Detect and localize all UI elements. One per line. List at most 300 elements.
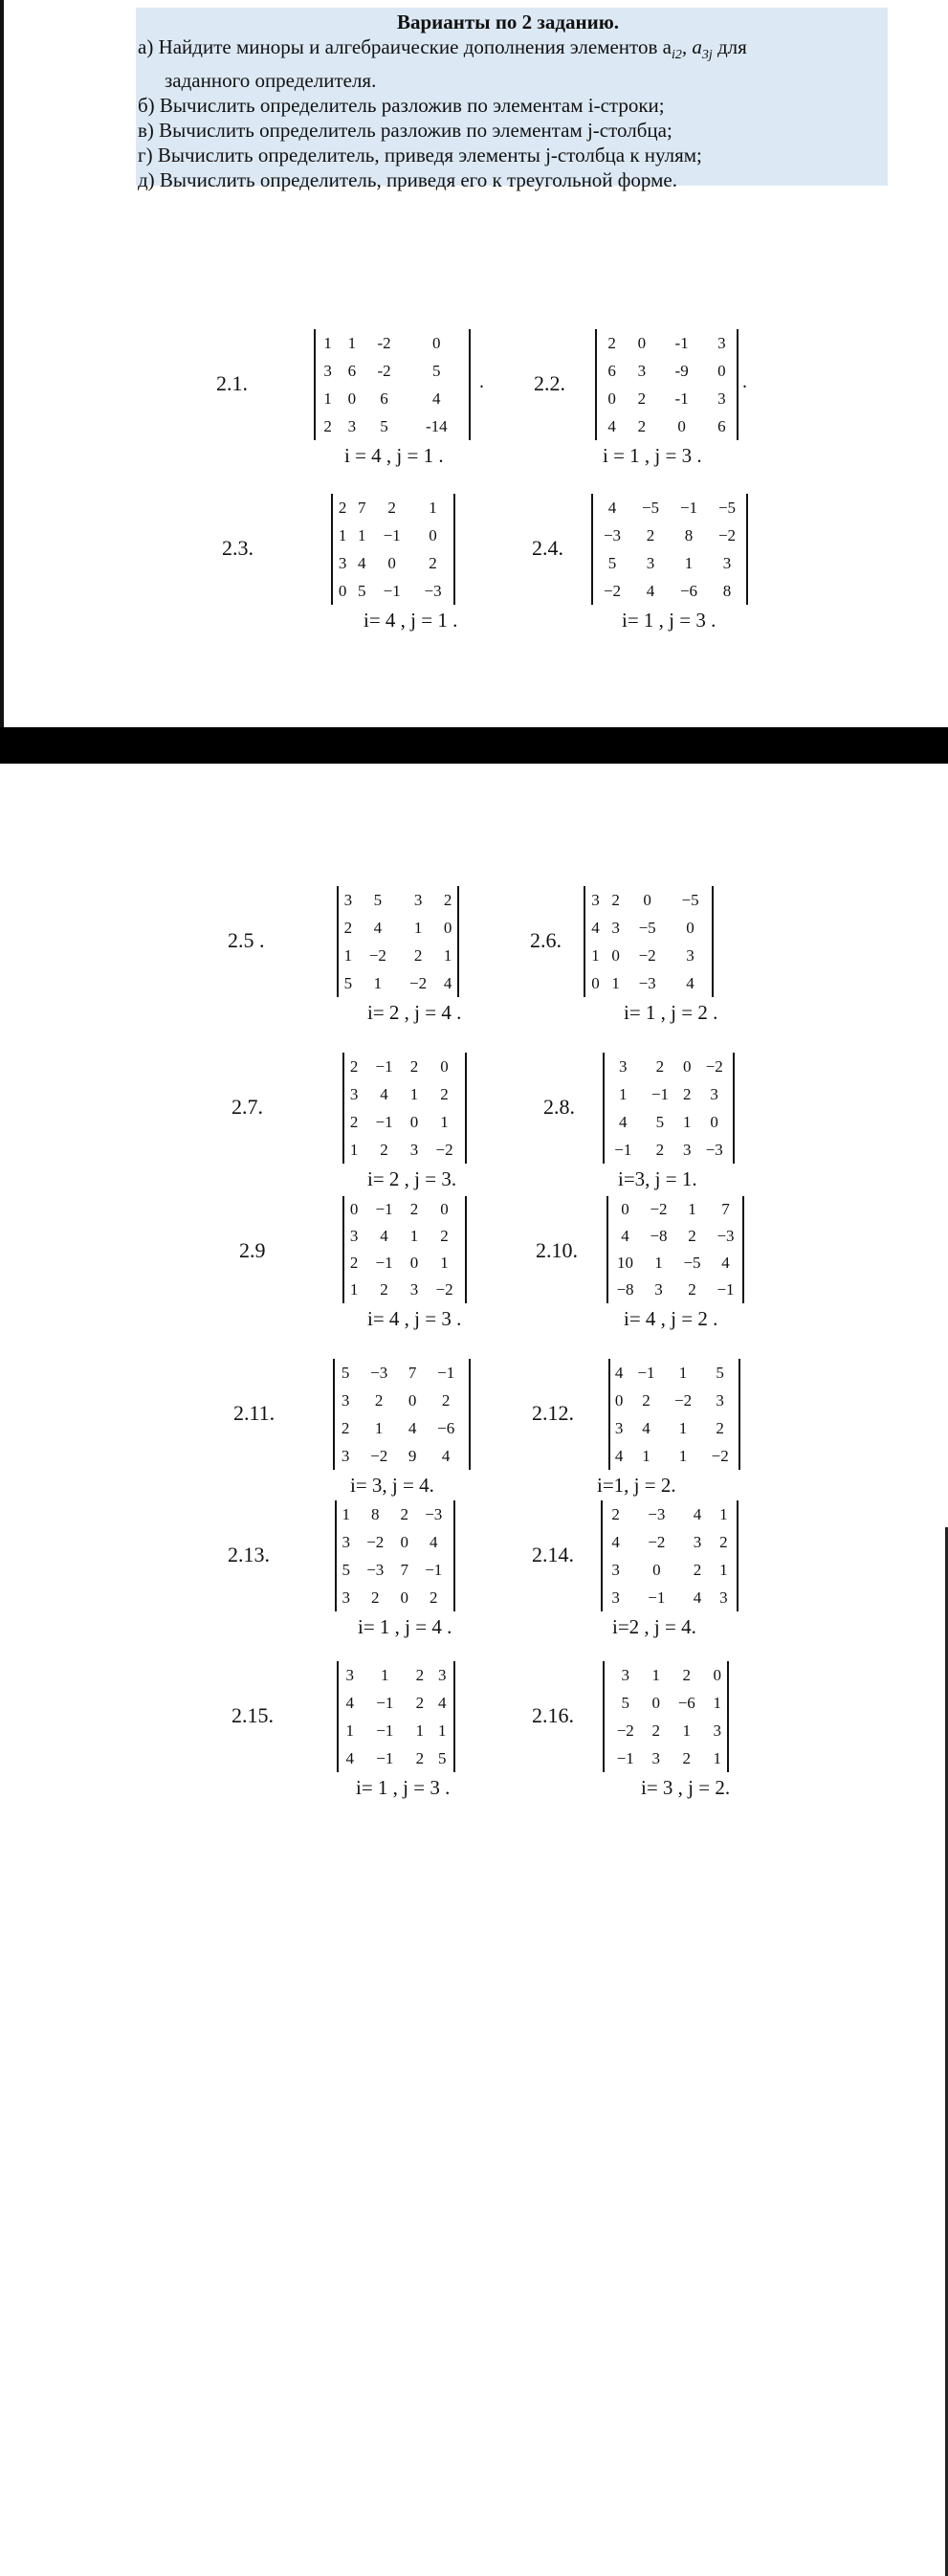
- matrix-cell: 1: [719, 1560, 728, 1579]
- matrix-cell: 4: [642, 1418, 650, 1437]
- determinant-matrix: [606, 1196, 744, 1303]
- matrix-cell: −5: [638, 918, 656, 937]
- index-condition: i= 1 , j = 2 .: [624, 1001, 718, 1024]
- matrix-cell: 2: [655, 1056, 665, 1076]
- matrix-cell: 0: [440, 1056, 449, 1076]
- index-condition: i= 2 , j = 3.: [367, 1167, 457, 1190]
- matrix-cell: 1: [642, 1446, 650, 1465]
- matrix-cell: 2: [682, 1665, 691, 1684]
- index-condition: i=2 , j = 4.: [612, 1615, 696, 1638]
- matrix-cell: −1: [375, 1112, 393, 1131]
- matrix-cell: 2: [349, 1056, 359, 1076]
- matrix-cell: 3: [409, 1280, 419, 1299]
- matrix-cell: −1: [648, 1588, 666, 1607]
- matrix-cell: 4: [607, 416, 616, 435]
- matrix-cell: 3: [619, 1056, 628, 1076]
- matrix-cell: 3: [621, 1665, 630, 1684]
- matrix-cell: 2: [443, 890, 452, 909]
- matrix-cell: 0: [621, 1200, 629, 1218]
- matrix-cell: 0: [432, 333, 441, 352]
- variant-label: 2.13.: [228, 1543, 270, 1566]
- matrix-cell: 2: [611, 890, 620, 909]
- matrix-cell: 1: [443, 945, 452, 965]
- matrix-cell: 3: [614, 1418, 624, 1437]
- matrix-cell: 5: [432, 361, 441, 380]
- matrix-cell: 4: [345, 1693, 354, 1712]
- matrix-cell: 0: [409, 1254, 419, 1272]
- page-two: [0, 764, 948, 1812]
- matrix-cell: 3: [637, 361, 647, 380]
- matrix-cell: −6: [437, 1418, 455, 1437]
- matrix-cell: −2: [370, 1446, 388, 1465]
- variant-label: 2.4.: [532, 536, 563, 560]
- matrix-cell: 4: [611, 1532, 620, 1551]
- matrix-cell: −1: [376, 1748, 394, 1767]
- matrix-cell: 1: [409, 1227, 419, 1245]
- matrix-cell: −2: [616, 1721, 634, 1740]
- matrix-cell: 2: [380, 1280, 388, 1299]
- matrix-cell: 5: [373, 890, 383, 909]
- matrix-cell: 3: [349, 1084, 359, 1103]
- matrix-cell: −5: [641, 498, 660, 517]
- matrix-cell: −5: [681, 890, 699, 909]
- variant-label: 2.7.: [231, 1095, 263, 1119]
- index-condition: i=1, j = 2.: [597, 1474, 676, 1497]
- matrix-cell: 0: [710, 1112, 718, 1131]
- matrix-cell: 0: [443, 918, 452, 937]
- matrix-cell: 1: [343, 945, 353, 965]
- matrix-cell: −6: [679, 581, 698, 600]
- matrix-cell: 3: [654, 1280, 663, 1299]
- matrix-cell: 2: [651, 1721, 660, 1740]
- matrix-cell: −1: [437, 1363, 455, 1382]
- matrix-cell: 0: [717, 361, 726, 380]
- matrix-cell: 1: [413, 918, 423, 937]
- matrix-cell: 0: [408, 1390, 417, 1410]
- matrix-cell: 10: [617, 1254, 633, 1272]
- matrix-cell: 2: [370, 1588, 380, 1607]
- matrix-cell: 5: [438, 1748, 447, 1767]
- matrix-cell: −1: [614, 1140, 632, 1159]
- matrix-cell: 4: [607, 498, 617, 517]
- matrix-cell: 4: [686, 973, 694, 992]
- index-condition: i= 1 , j = 3 .: [622, 609, 717, 632]
- matrix-cell: 4: [380, 1084, 388, 1103]
- variant-label: 2.3.: [222, 536, 254, 560]
- index-condition: i= 1 , j = 3 .: [356, 1776, 451, 1799]
- matrix-cell: 1: [323, 333, 332, 352]
- matrix-cell: 4: [429, 1532, 438, 1551]
- matrix-cell: −2: [674, 1390, 693, 1410]
- matrix-cell: -14: [425, 416, 448, 435]
- matrix-cell: 1: [440, 1254, 449, 1272]
- matrix-cell: −1: [375, 1056, 393, 1076]
- matrix-cell: −1: [383, 525, 401, 544]
- matrix-cell: 2: [440, 1227, 449, 1245]
- matrix-cell: 0: [611, 945, 620, 965]
- matrix-cell: 1: [678, 1446, 688, 1465]
- matrix-cell: -2: [377, 333, 391, 352]
- matrix-cell: 4: [591, 918, 600, 937]
- matrix-cell: 2: [343, 918, 353, 937]
- matrix-cell: 9: [408, 1446, 417, 1465]
- matrix-cell: 1: [713, 1693, 721, 1712]
- matrix-cell: 1: [619, 1084, 628, 1103]
- matrix-cell: −8: [650, 1227, 668, 1245]
- matrix-cell: 1: [342, 1504, 350, 1523]
- matrix-cell: 3: [345, 1665, 354, 1684]
- matrix-cell: 2: [642, 1390, 650, 1410]
- index-condition: i= 2 , j = 4 .: [367, 1001, 462, 1024]
- matrix-cell: 4: [373, 918, 383, 937]
- matrix-cell: 2: [655, 1140, 665, 1159]
- matrix-cell: 0: [347, 389, 357, 408]
- matrix-cell: −1: [637, 1363, 655, 1382]
- task-line-d: г) Вычислить определитель, приведя элементы j-столбца к нулям;: [138, 144, 702, 167]
- matrix-cell: 3: [713, 1721, 721, 1740]
- matrix-cell: 4: [432, 389, 441, 408]
- matrix-cell: 8: [684, 525, 694, 544]
- variant-label: 2.12.: [532, 1401, 574, 1425]
- task-line-c: в) Вычислить определитель разложив по элементам j-столбца;: [138, 119, 672, 143]
- matrix-cell: −2: [638, 945, 656, 965]
- variant-label: 2.1.: [216, 371, 248, 395]
- determinant-matrix: [331, 494, 455, 605]
- matrix-cell: 2: [409, 1056, 419, 1076]
- matrix-cell: 1: [345, 1721, 354, 1740]
- matrix-cell: 0: [713, 1665, 721, 1684]
- matrix-cell: 0: [349, 1200, 359, 1218]
- matrix-cell: −3: [638, 973, 656, 992]
- matrix-cell: −2: [366, 1532, 385, 1551]
- matrix-cell: -9: [674, 361, 689, 380]
- matrix-cell: 2: [415, 1693, 425, 1712]
- matrix-cell: 7: [721, 1200, 730, 1218]
- matrix-cell: 3: [341, 1446, 350, 1465]
- matrix-cell: 5: [380, 416, 388, 435]
- matrix-cell: −2: [705, 1056, 723, 1076]
- punctuation-dot: .: [479, 371, 484, 392]
- determinant-matrix: [342, 1053, 467, 1164]
- matrix-cell: 3: [717, 333, 726, 352]
- matrix-cell: 1: [415, 1721, 425, 1740]
- matrix-cell: 1: [429, 498, 437, 517]
- matrix-cell: −1: [376, 1693, 394, 1712]
- matrix-cell: 5: [607, 553, 617, 572]
- matrix-cell: 2: [719, 1532, 728, 1551]
- matrix-cell: 1: [409, 1084, 419, 1103]
- matrix-cell: 2: [637, 389, 647, 408]
- matrix-cell: 4: [438, 1693, 447, 1712]
- matrix-cell: 0: [643, 890, 651, 909]
- matrix-cell: 1: [349, 1280, 359, 1299]
- page-edge: [0, 0, 4, 727]
- matrix-cell: 4: [621, 1227, 629, 1245]
- matrix-cell: −3: [366, 1560, 385, 1579]
- matrix-cell: 3: [646, 553, 655, 572]
- matrix-cell: 0: [591, 973, 600, 992]
- matrix-cell: 0: [614, 1390, 624, 1410]
- matrix-cell: 1: [719, 1504, 728, 1523]
- task-title: Варианты по 2 заданию.: [396, 11, 619, 33]
- matrix-cell: 0: [440, 1200, 449, 1218]
- matrix-cell: 2: [441, 1390, 451, 1410]
- index-condition: i= 1 , j = 4 .: [358, 1615, 452, 1638]
- matrix-cell: 0: [409, 1112, 419, 1131]
- index-condition: i= 3 , j = 2.: [641, 1776, 731, 1799]
- matrix-cell: 0: [400, 1588, 408, 1607]
- matrix-cell: 4: [619, 1112, 628, 1131]
- variant-label: 2.2.: [534, 371, 565, 395]
- matrix-cell: 1: [338, 525, 347, 544]
- matrix-cell: 3: [651, 1748, 660, 1767]
- task-line-b: б) Вычислить определитель разложив по элементам i-строки;: [138, 94, 665, 118]
- matrix-cell: 3: [716, 1390, 724, 1410]
- matrix-cell: 5: [621, 1693, 630, 1712]
- matrix-cell: 0: [607, 389, 616, 408]
- matrix-cell: −2: [648, 1532, 666, 1551]
- determinant-matrix: [335, 1500, 455, 1611]
- matrix-cell: −1: [425, 1560, 443, 1579]
- matrix-cell: 0: [686, 918, 694, 937]
- matrix-cell: 0: [400, 1532, 408, 1551]
- matrix-cell: 3: [686, 945, 694, 965]
- matrix-cell: 2: [387, 498, 396, 517]
- matrix-cell: 1: [713, 1748, 721, 1767]
- matrix-cell: 2: [338, 498, 347, 517]
- index-condition: i= 4 , j = 2 .: [624, 1307, 718, 1330]
- matrix-cell: 4: [614, 1363, 624, 1382]
- punctuation-dot: .: [742, 371, 747, 392]
- matrix-cell: 5: [342, 1560, 350, 1579]
- index-condition: i = 4 , j = 1 .: [344, 444, 444, 467]
- index-condition: i = 1 , j = 3 .: [603, 444, 702, 467]
- matrix-cell: 2: [323, 416, 332, 435]
- index-condition: i= 4 , j = 1 .: [364, 609, 458, 632]
- determinant-matrix: [342, 1196, 467, 1303]
- matrix-cell: 2: [683, 1084, 692, 1103]
- variant-label: 2.14.: [532, 1543, 574, 1566]
- matrix-cell: −2: [409, 973, 428, 992]
- matrix-cell: -2: [377, 361, 391, 380]
- matrix-cell: 0: [637, 333, 647, 352]
- matrix-cell: 4: [408, 1418, 417, 1437]
- matrix-cell: 2: [374, 1390, 384, 1410]
- matrix-cell: 5: [655, 1112, 665, 1131]
- matrix-cell: 0: [387, 553, 396, 572]
- matrix-cell: 3: [719, 1588, 728, 1607]
- matrix-cell: 1: [347, 333, 357, 352]
- matrix-cell: −1: [376, 1721, 394, 1740]
- matrix-cell: 3: [717, 389, 726, 408]
- matrix-cell: 6: [717, 416, 726, 435]
- matrix-cell: 1: [678, 1418, 688, 1437]
- matrix-cell: 1: [591, 945, 600, 965]
- matrix-cell: 4: [721, 1254, 730, 1272]
- matrix-cell: −1: [616, 1748, 634, 1767]
- variant-label: 2.11.: [233, 1401, 276, 1425]
- matrix-cell: 0: [338, 581, 347, 600]
- determinant-matrix: [314, 329, 471, 440]
- matrix-cell: 1: [684, 553, 694, 572]
- matrix-cell: −3: [424, 581, 442, 600]
- matrix-cell: 2: [716, 1418, 724, 1437]
- matrix-cell: 2: [693, 1560, 702, 1579]
- matrix-cell: 2: [682, 1748, 691, 1767]
- matrix-cell: 1: [688, 1200, 696, 1218]
- matrix-cell: −6: [677, 1693, 695, 1712]
- matrix-cell: 7: [400, 1560, 408, 1579]
- matrix-cell: −1: [375, 1254, 393, 1272]
- determinant-matrix: [337, 1661, 455, 1772]
- matrix-cell: −3: [648, 1504, 666, 1523]
- matrix-cell: 7: [357, 498, 366, 517]
- matrix-cell: −5: [683, 1254, 701, 1272]
- matrix-cell: 2: [688, 1227, 696, 1245]
- matrix-cell: 1: [323, 389, 332, 408]
- matrix-cell: -1: [674, 333, 689, 352]
- matrix-cell: −3: [603, 525, 622, 544]
- determinant-matrix: [608, 1359, 740, 1470]
- matrix-cell: 2: [415, 1665, 425, 1684]
- task-instructions: [136, 8, 888, 192]
- matrix-cell: 1: [373, 973, 383, 992]
- matrix-cell: 3: [349, 1227, 359, 1245]
- matrix-cell: 4: [345, 1748, 354, 1767]
- determinant-matrix: [601, 1500, 739, 1611]
- matrix-cell: 4: [693, 1504, 702, 1523]
- matrix-cell: 8: [722, 581, 732, 600]
- matrix-cell: −2: [717, 525, 737, 544]
- matrix-cell: 3: [342, 1588, 350, 1607]
- page-separator: [0, 727, 948, 764]
- matrix-cell: 1: [357, 525, 366, 544]
- matrix-cell: 6: [380, 389, 388, 408]
- matrix-cell: 1: [611, 973, 620, 992]
- matrix-cell: 0: [651, 1693, 660, 1712]
- matrix-cell: 3: [591, 890, 600, 909]
- matrix-cell: −1: [679, 498, 698, 517]
- matrix-cell: 4: [380, 1227, 388, 1245]
- matrix-cell: 8: [370, 1504, 380, 1523]
- matrix-cell: 2: [341, 1418, 350, 1437]
- matrix-cell: 3: [323, 361, 332, 380]
- matrix-cell: 2: [429, 553, 437, 572]
- matrix-cell: −2: [435, 1140, 453, 1159]
- matrix-cell: 1: [682, 1721, 691, 1740]
- matrix-cell: 2: [400, 1504, 408, 1523]
- matrix-cell: −3: [370, 1363, 388, 1382]
- matrix-cell: 1: [440, 1112, 449, 1131]
- matrix-cell: 3: [438, 1665, 447, 1684]
- variant-label: 2.9: [239, 1238, 266, 1262]
- task-line-a-cont: заданного определителя.: [165, 69, 377, 93]
- matrix-cell: 0: [429, 525, 437, 544]
- matrix-cell: 3: [343, 890, 353, 909]
- matrix-cell: −2: [711, 1446, 729, 1465]
- matrix-cell: −2: [603, 581, 622, 600]
- index-condition: i= 3, j = 4.: [350, 1474, 434, 1497]
- index-condition: i=3, j = 1.: [618, 1167, 697, 1190]
- determinant-matrix: [603, 1661, 729, 1772]
- matrix-cell: 1: [381, 1665, 389, 1684]
- matrix-cell: 3: [693, 1532, 702, 1551]
- matrix-cell: 2: [409, 1200, 419, 1218]
- variant-label: 2.6.: [530, 928, 562, 952]
- matrix-cell: 3: [341, 1390, 350, 1410]
- variant-label: 2.15.: [231, 1703, 274, 1727]
- matrix-cell: 6: [347, 361, 357, 380]
- matrix-cell: 2: [415, 1748, 425, 1767]
- matrix-cell: 2: [688, 1280, 696, 1299]
- matrix-cell: -1: [674, 389, 689, 408]
- matrix-cell: −3: [705, 1140, 723, 1159]
- matrix-cell: −1: [650, 1084, 669, 1103]
- matrix-cell: −2: [368, 945, 386, 965]
- matrix-cell: 1: [349, 1140, 359, 1159]
- matrix-cell: 0: [677, 416, 686, 435]
- matrix-cell: 4: [441, 1446, 451, 1465]
- variant-label: 2.8.: [543, 1095, 575, 1119]
- matrix-cell: 3: [342, 1532, 350, 1551]
- matrix-cell: 5: [341, 1363, 350, 1382]
- matrix-cell: 2: [646, 525, 655, 544]
- matrix-cell: 1: [438, 1721, 447, 1740]
- determinant-matrix: [337, 886, 459, 997]
- matrix-cell: 4: [614, 1446, 624, 1465]
- determinant-matrix: [333, 1359, 471, 1470]
- matrix-cell: −1: [383, 581, 401, 600]
- determinant-matrix: [591, 494, 748, 605]
- matrix-cell: 2: [637, 416, 647, 435]
- variant-label: 2.10.: [536, 1238, 578, 1262]
- determinant-matrix: [584, 886, 714, 997]
- variant-label: 2.16.: [532, 1703, 574, 1727]
- matrix-cell: 3: [338, 553, 347, 572]
- matrix-cell: 2: [349, 1254, 359, 1272]
- matrix-cell: 3: [413, 890, 423, 909]
- matrix-cell: −1: [375, 1200, 393, 1218]
- determinant-matrix: [595, 329, 739, 440]
- index-condition: i= 4 , j = 3 .: [367, 1307, 462, 1330]
- matrix-cell: −1: [717, 1280, 735, 1299]
- matrix-cell: −3: [425, 1504, 443, 1523]
- matrix-cell: 2: [429, 1588, 438, 1607]
- matrix-cell: 1: [651, 1665, 660, 1684]
- page-one: [0, 0, 948, 727]
- matrix-cell: 1: [678, 1363, 688, 1382]
- matrix-cell: 3: [409, 1140, 419, 1159]
- matrix-cell: 4: [443, 973, 452, 992]
- matrix-cell: 1: [683, 1112, 692, 1131]
- matrix-cell: 3: [611, 918, 620, 937]
- matrix-cell: 3: [722, 553, 732, 572]
- variant-label: 2.5 .: [228, 928, 265, 952]
- determinant-matrix: [603, 1053, 735, 1164]
- task-line-a: а) Найдите миноры и алгебраические дополнения элементов $a_{i2}$, $a_{3j}$ для: [138, 35, 747, 63]
- matrix-cell: 1: [654, 1254, 663, 1272]
- matrix-cell: 5: [716, 1363, 724, 1382]
- matrix-cell: 5: [343, 973, 353, 992]
- matrix-cell: 2: [607, 333, 616, 352]
- matrix-cell: −2: [650, 1200, 668, 1218]
- matrix-cell: −8: [616, 1280, 634, 1299]
- matrix-cell: 2: [611, 1504, 620, 1523]
- matrix-cell: 2: [349, 1112, 359, 1131]
- matrix-cell: 3: [347, 416, 357, 435]
- matrix-cell: 3: [710, 1084, 718, 1103]
- task-line-e: д) Вычислить определитель, приведя его к треугольной форме.: [138, 168, 677, 192]
